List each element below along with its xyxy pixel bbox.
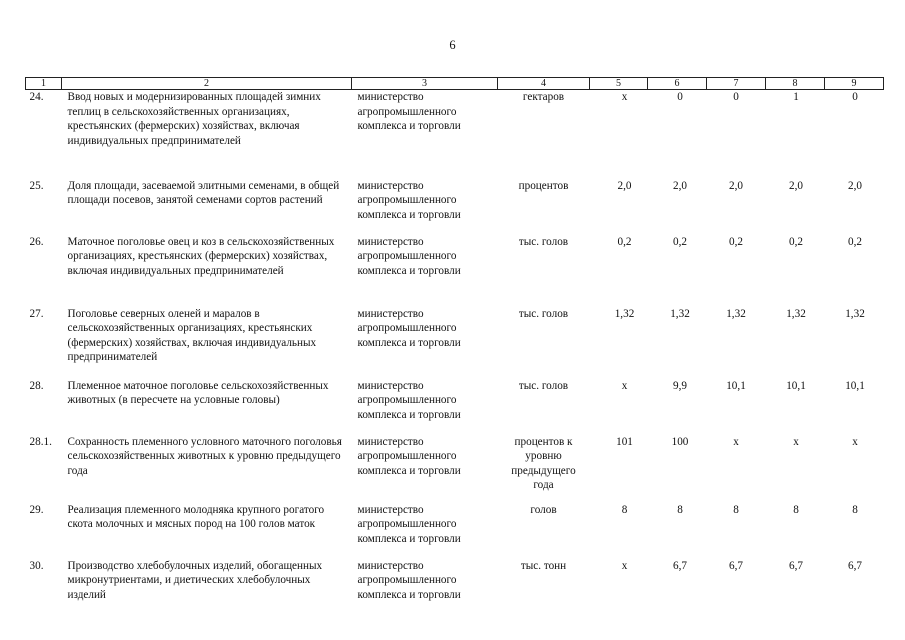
table-row: [26, 379, 884, 435]
row-number: 30.: [29, 559, 44, 572]
indicators-table: [25, 77, 884, 607]
row-number: 24.: [29, 91, 44, 103]
indicator-name: Реализация племенного молодняка крупного рогатого скота молочных и мясных пород на 100 голов маток: [67, 503, 325, 531]
column-number-row: [26, 78, 884, 90]
column-number: 5: [590, 78, 648, 90]
value-col-5: 101: [616, 435, 633, 448]
value-col-6: 0,2: [673, 235, 687, 248]
column-number: 7: [707, 78, 766, 90]
row-number: 26.: [29, 235, 44, 248]
value-col-7: х: [733, 435, 739, 448]
unit-of-measure: голов: [530, 503, 557, 516]
responsible-executor: министерство агропромышленного комплекса и торговли: [357, 435, 461, 477]
value-col-8: 8: [793, 503, 799, 516]
unit-of-measure: тыс. голов: [518, 379, 569, 392]
table-row: [26, 559, 884, 607]
value-col-8: 0,2: [789, 235, 803, 248]
value-col-6: 0: [677, 91, 683, 103]
indicator-name: Маточное поголовье овец и коз в сельскохозяйственных организациях, крестьянских (фермерских) хозяйствах, включая индивидуальных предпринимателей: [67, 235, 335, 277]
table-row: [26, 307, 884, 379]
row-number: 25.: [29, 179, 44, 192]
value-col-9: 0: [852, 91, 858, 103]
responsible-executor: министерство агропромышленного комплекса и торговли: [357, 307, 461, 349]
value-col-8: 1: [793, 91, 799, 103]
unit-of-measure: тыс. тонн: [520, 559, 567, 572]
table-row: [26, 90, 884, 179]
value-col-7: 0,2: [729, 235, 743, 248]
indicator-name: Поголовье северных оленей и маралов в сельскохозяйственных организациях, крестьянских (фермерских) хозяйствах, включая индивидуальных предпринимателей: [67, 307, 317, 364]
table-row: [26, 179, 884, 235]
value-col-6: 1,32: [670, 307, 690, 320]
value-col-9: 2,0: [848, 179, 862, 192]
value-col-9: 8: [852, 503, 858, 516]
column-number: 6: [648, 78, 707, 90]
value-col-9: 0,2: [848, 235, 862, 248]
value-col-6: 100: [671, 435, 689, 448]
indicator-name: Ввод новых и модернизированных площадей зимних теплиц в сельскохозяйственных организациях, крестьянских (фермерских) хозяйствах, включая индивидуальных предпринимателей: [67, 91, 321, 147]
value-col-8: 6,7: [789, 559, 803, 572]
value-col-7: 2,0: [729, 179, 743, 192]
value-col-5: 1,32: [614, 307, 635, 320]
value-col-9: х: [852, 435, 858, 448]
value-col-5: 0,2: [617, 235, 632, 248]
value-col-8: 10,1: [786, 379, 806, 392]
value-col-5: х: [621, 379, 628, 392]
responsible-executor: министерство агропромышленного комплекса и торговли: [357, 379, 461, 421]
column-number: 4: [498, 78, 590, 90]
row-number: 28.1.: [29, 435, 52, 448]
column-number: 3: [352, 78, 498, 90]
responsible-executor: министерство агропромышленного комплекса и торговли: [357, 235, 461, 277]
value-col-5: 8: [621, 503, 628, 516]
value-col-6: 8: [677, 503, 683, 516]
value-col-8: 1,32: [786, 307, 806, 320]
table-row: [26, 235, 884, 307]
value-col-5: х: [621, 559, 628, 572]
unit-of-measure: гектаров: [522, 91, 565, 103]
value-col-9: 10,1: [845, 379, 865, 392]
unit-of-measure: процентов: [518, 179, 569, 192]
indicator-name: Племенное маточное поголовье сельскохозяйственных животных (в пересчете на условные головы): [67, 379, 329, 407]
value-col-7: 10,1: [726, 379, 746, 392]
value-col-6: 9,9: [673, 379, 687, 392]
value-col-9: 1,32: [845, 307, 865, 320]
unit-of-measure: процентов к уровню предыдущего года: [511, 435, 576, 492]
value-col-7: 8: [733, 503, 739, 516]
row-number: 28.: [29, 379, 44, 392]
value-col-8: х: [793, 435, 799, 448]
column-number: 8: [766, 78, 825, 90]
value-col-7: 6,7: [729, 559, 743, 572]
value-col-8: 2,0: [789, 179, 803, 192]
column-number: 2: [62, 78, 352, 90]
value-col-6: 2,0: [673, 179, 687, 192]
value-col-5: 2,0: [617, 179, 632, 192]
responsible-executor: министерство агропромышленного комплекса и торговли: [357, 559, 461, 601]
responsible-executor: министерство агропромышленного комплекса и торговли: [357, 503, 461, 545]
row-number: 29.: [29, 503, 44, 516]
unit-of-measure: тыс. голов: [518, 307, 569, 320]
page-number: 6: [449, 38, 456, 52]
value-col-7: 0: [733, 91, 739, 103]
value-col-9: 6,7: [848, 559, 862, 572]
value-col-6: 6,7: [673, 559, 687, 572]
column-number: 9: [825, 78, 884, 90]
unit-of-measure: тыс. голов: [518, 235, 569, 248]
value-col-5: х: [621, 91, 628, 103]
value-col-7: 1,32: [726, 307, 746, 320]
indicator-name: Производство хлебобулочных изделий, обогащенных микронутриентами, и диетических хлебобулочных изделий: [67, 559, 323, 601]
table-row: [26, 435, 884, 503]
indicator-name: Сохранность племенного условного маточного поголовья сельскохозяйственных животных к уровню предыдущего года: [67, 435, 342, 477]
column-number: 1: [26, 78, 62, 90]
indicator-name: Доля площади, засеваемой элитными семенами, в общей площади посевов, занятой семенами сортов растений: [67, 179, 340, 207]
row-number: 27.: [29, 307, 44, 320]
responsible-executor: министерство агропромышленного комплекса и торговли: [357, 179, 461, 221]
table-row: [26, 503, 884, 559]
responsible-executor: министерство агропромышленного комплекса и торговли: [357, 91, 461, 133]
